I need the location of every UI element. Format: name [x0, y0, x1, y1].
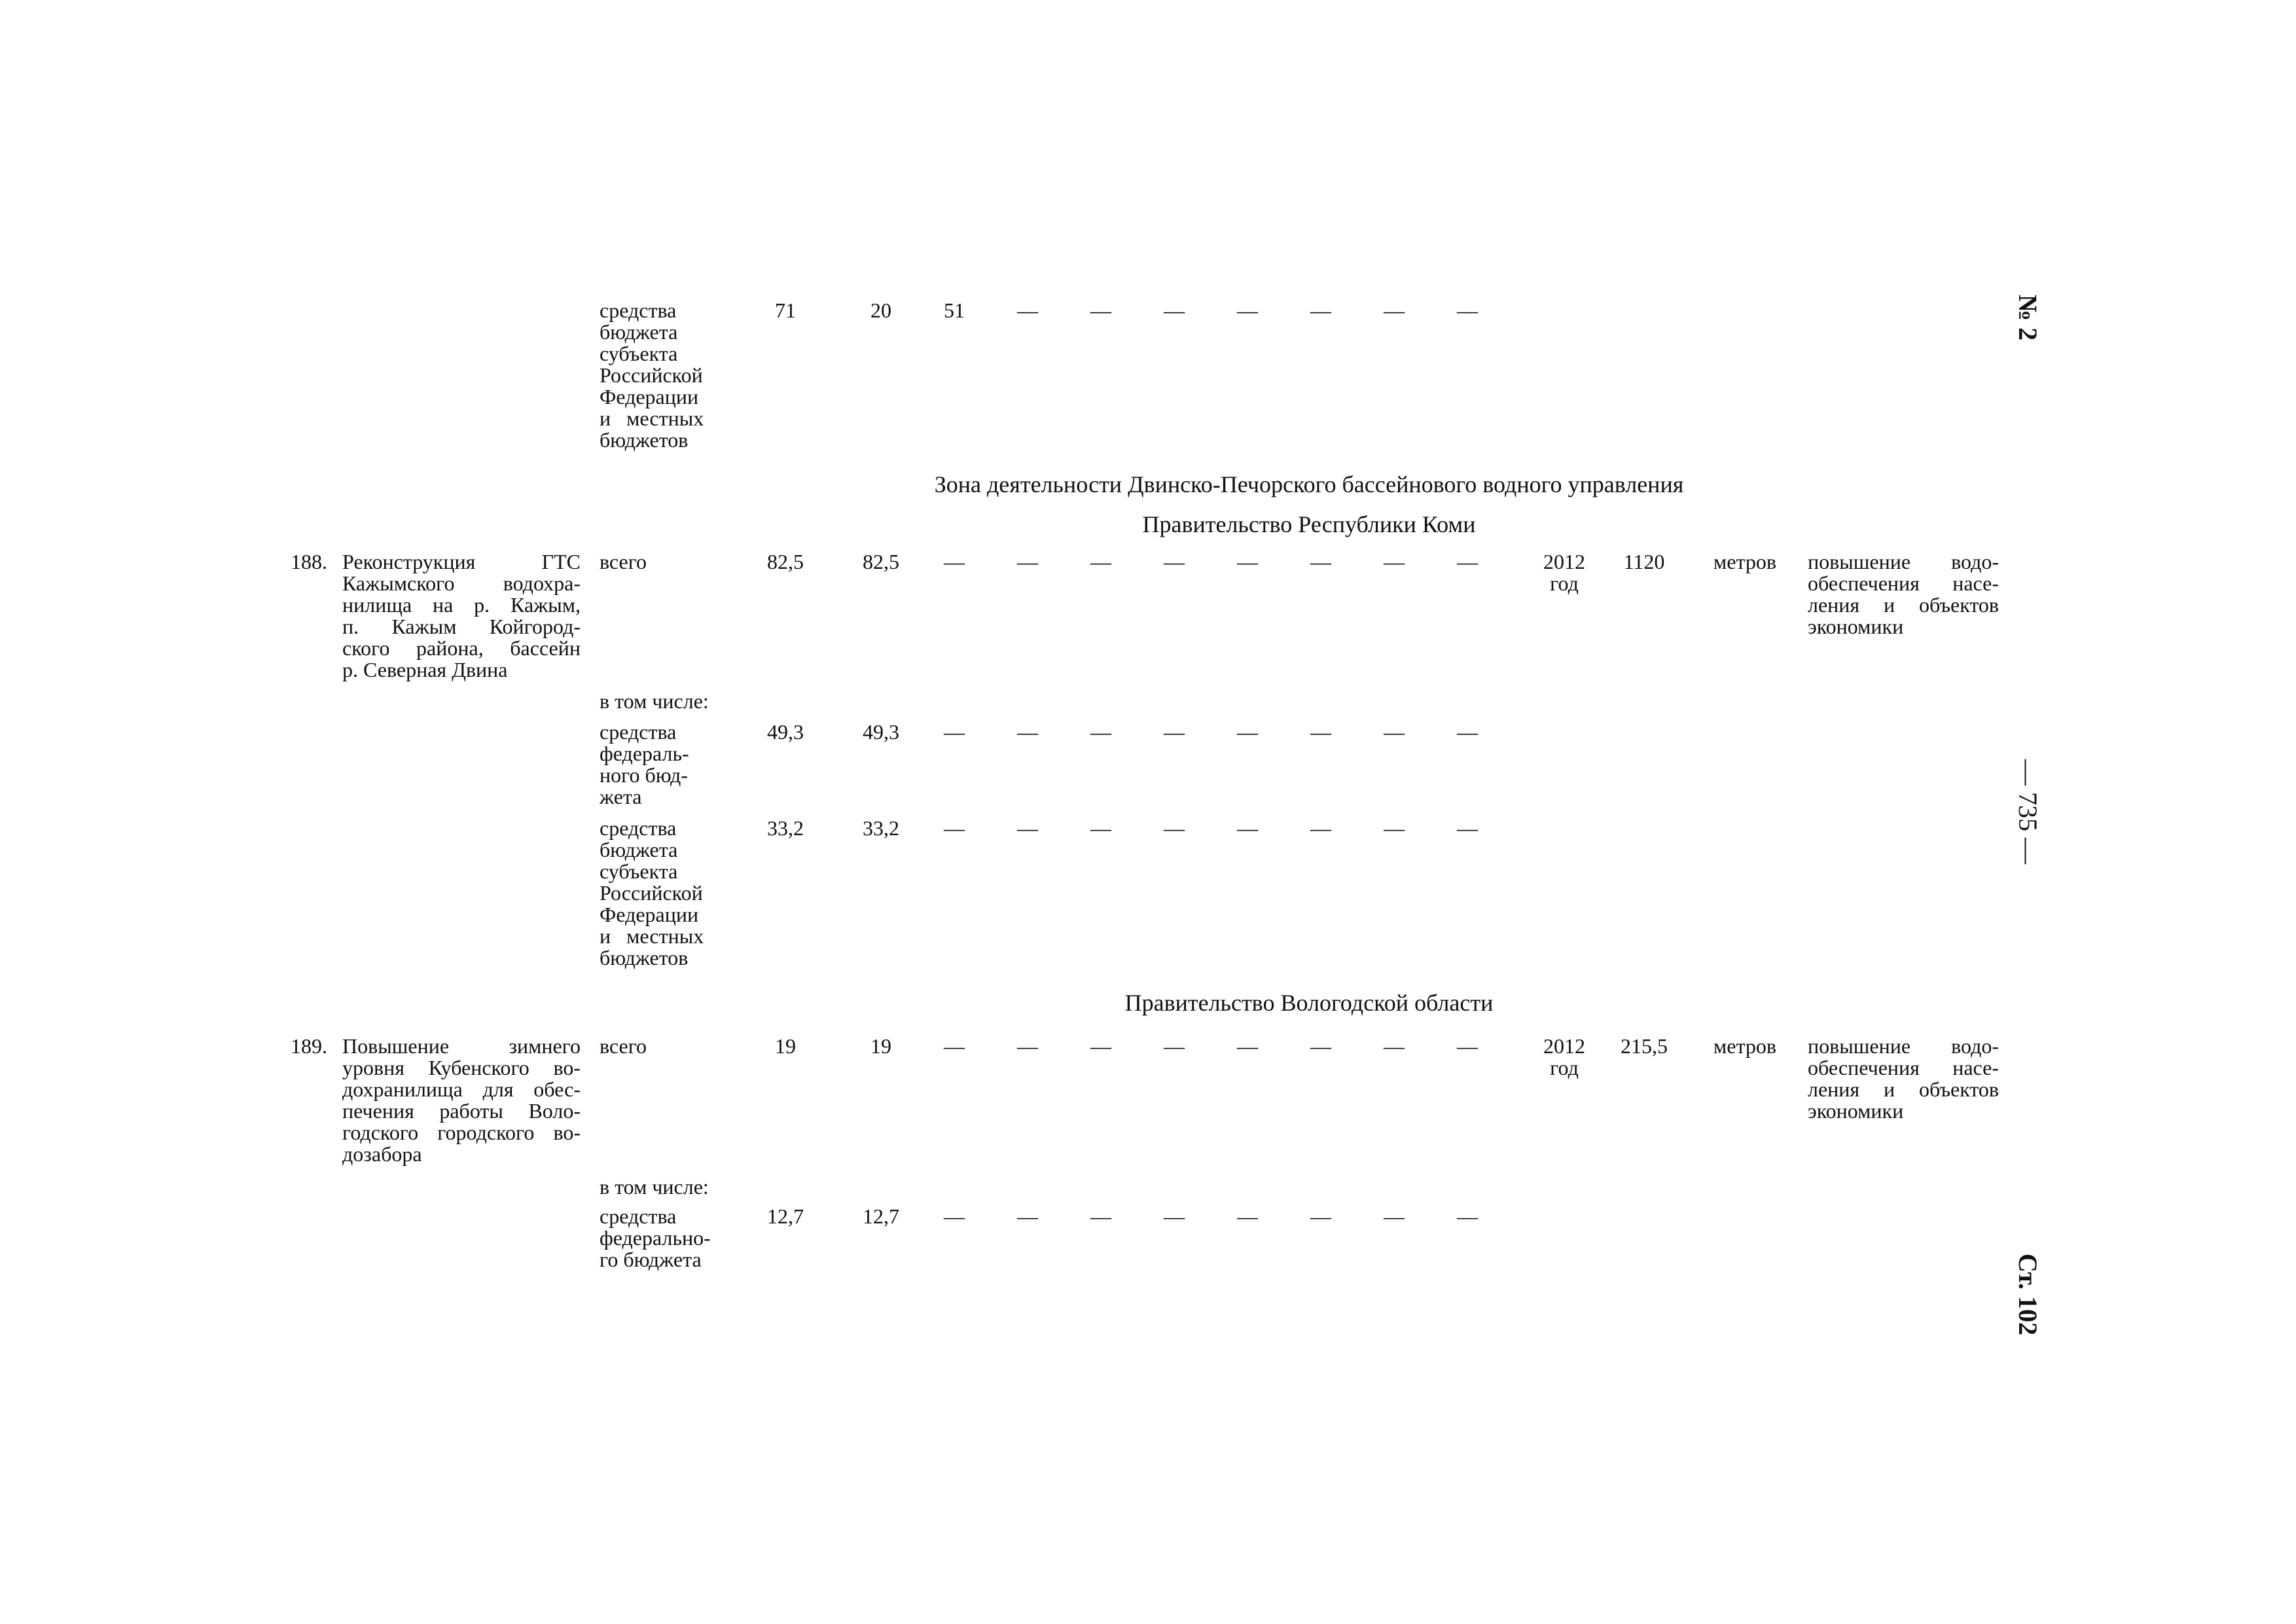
dash-cell: — — [1164, 1204, 1185, 1228]
total-label: всего — [600, 550, 647, 573]
dash-cell: — — [944, 816, 965, 840]
dash-cell: — — [1384, 1034, 1405, 1058]
top-value-2: 20 — [870, 298, 891, 322]
federal-source-label: средства федерально- го бюджета — [600, 1204, 711, 1271]
federal-value-2: 49,3 — [863, 720, 899, 744]
dash-cell: — — [1090, 298, 1111, 322]
top-value-3: 51 — [944, 298, 965, 322]
dash-cell: — — [1090, 550, 1111, 573]
dash-cell: — — [1310, 1204, 1331, 1228]
dash-cell: — — [944, 1204, 965, 1228]
row-189-title: Повышение зимнего уровня Кубенского во- дохранилища для обес- печения работы Воло- годского городского во- дозабора — [342, 1034, 581, 1166]
vologda-heading: Правительство Вологодской области — [1124, 990, 1494, 1016]
total-value-2: 82,5 — [863, 550, 899, 573]
total-value-2: 19 — [870, 1034, 891, 1058]
dash-cell: — — [1310, 720, 1331, 744]
dash-cell: — — [1237, 550, 1258, 573]
top-source-label: средства бюджета субъекта Российской Федерации и местных бюджетов — [600, 298, 704, 452]
federal-source-label: средства федераль- ного бюд- жета — [600, 720, 689, 808]
dash-cell: — — [1017, 816, 1038, 840]
regional-value-2: 33,2 — [863, 816, 899, 840]
dash-cell: — — [1164, 1034, 1185, 1058]
dash-cell: — — [1090, 1204, 1111, 1228]
row-number: 188. — [291, 550, 327, 573]
dash-cell: — — [1237, 1204, 1258, 1228]
dash-cell: — — [1164, 298, 1185, 322]
dash-cell: — — [1017, 550, 1038, 573]
dash-cell: — — [1237, 816, 1258, 840]
row-188-title: Реконструкция ГТС Кажымского водохра- нилища на р. Кажым, п. Кажым Койгород- ского района, бассейн р. Северная Двина — [342, 550, 581, 681]
regional-value-1: 33,2 — [767, 816, 804, 840]
top-value-1: 71 — [775, 298, 796, 322]
purpose-cell: повышение водо- обеспечения насе- ления и объектов экономики — [1808, 550, 1999, 638]
dash-cell: — — [1310, 816, 1331, 840]
article-number: Ст. 102 — [2013, 1254, 2043, 1335]
zone-heading: Зона деятельности Двинско-Печорского бассейнового водного управления — [934, 471, 1684, 497]
total-value-1: 82,5 — [767, 550, 804, 573]
dash-cell: — — [1310, 550, 1331, 573]
dash-cell: — — [1310, 1034, 1331, 1058]
capacity-cell: 215,5 — [1621, 1034, 1668, 1058]
dash-cell: — — [1017, 298, 1038, 322]
year-cell: 2012 год — [1543, 550, 1585, 595]
dash-cell: — — [1164, 720, 1185, 744]
dash-cell: — — [1090, 816, 1111, 840]
unit-cell: метров — [1713, 550, 1776, 573]
dash-cell: — — [1457, 298, 1478, 322]
dash-cell: — — [1017, 720, 1038, 744]
dash-cell: — — [1310, 298, 1331, 322]
total-value-1: 19 — [775, 1034, 796, 1058]
dash-cell: — — [1164, 550, 1185, 573]
capacity-cell: 1120 — [1623, 550, 1665, 573]
dash-cell: — — [1237, 720, 1258, 744]
issue-number: № 2 — [2013, 295, 2043, 341]
federal-value-1: 49,3 — [767, 720, 804, 744]
dash-cell: — — [1017, 1204, 1038, 1228]
dash-cell: — — [1017, 1034, 1038, 1058]
federal-value-1: 12,7 — [767, 1204, 804, 1228]
dash-cell: — — [1457, 720, 1478, 744]
regional-source-label: средства бюджета субъекта Российской Федерации и местных бюджетов — [600, 816, 704, 969]
page-number: — 735 — — [2013, 759, 2043, 864]
dash-cell: — — [1457, 816, 1478, 840]
dash-cell: — — [1384, 816, 1405, 840]
dash-cell: — — [1384, 720, 1405, 744]
dash-cell: — — [1237, 298, 1258, 322]
row-number: 189. — [291, 1034, 327, 1058]
dash-cell: — — [1237, 1034, 1258, 1058]
dash-cell: — — [1457, 550, 1478, 573]
dash-cell: — — [1457, 1034, 1478, 1058]
dash-cell: — — [1090, 720, 1111, 744]
dash-cell: — — [1164, 816, 1185, 840]
federal-value-2: 12,7 — [863, 1204, 899, 1228]
total-label: всего — [600, 1034, 647, 1058]
dash-cell: — — [1457, 1204, 1478, 1228]
unit-cell: метров — [1713, 1034, 1776, 1058]
dash-cell: — — [1090, 1034, 1111, 1058]
dash-cell: — — [944, 720, 965, 744]
including-label: в том числе: — [600, 689, 709, 713]
dash-cell: — — [1384, 1204, 1405, 1228]
dash-cell: — — [1384, 298, 1405, 322]
dash-cell: — — [944, 1034, 965, 1058]
komi-heading: Правительство Республики Коми — [1142, 511, 1476, 537]
dash-cell: — — [944, 550, 965, 573]
year-cell: 2012 год — [1543, 1034, 1585, 1079]
purpose-cell: повышение водо- обеспечения насе- ления и объектов экономики — [1808, 1034, 1999, 1123]
dash-cell: — — [1384, 550, 1405, 573]
including-label: в том числе: — [600, 1175, 709, 1199]
